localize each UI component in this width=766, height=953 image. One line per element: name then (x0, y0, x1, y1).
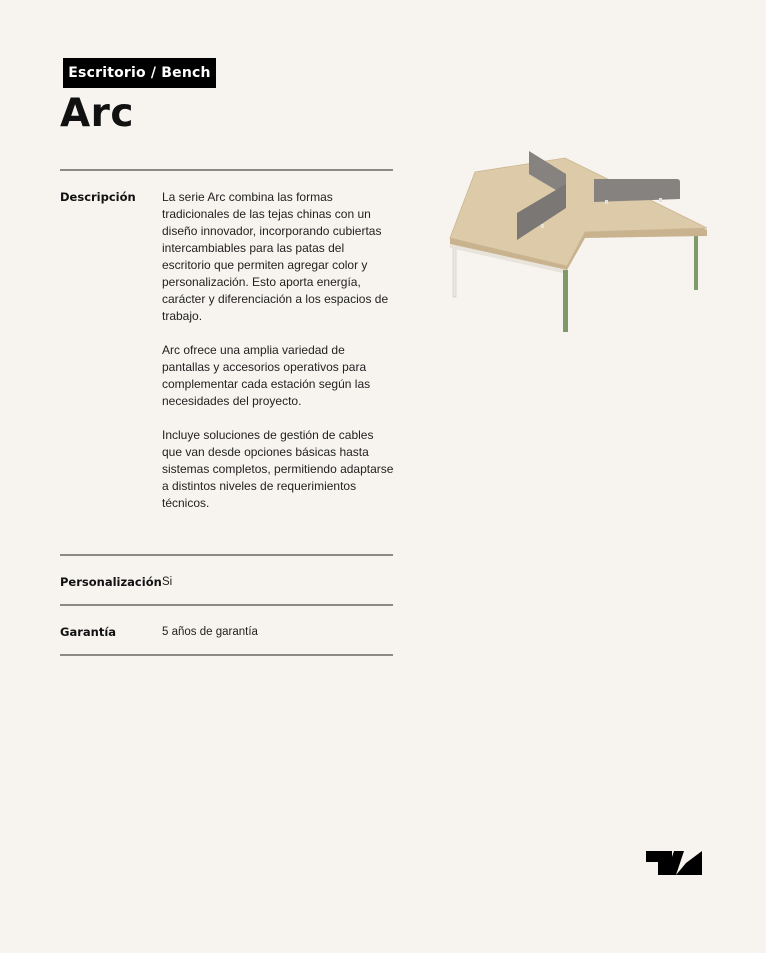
spec-value-personalization: Si (162, 576, 173, 588)
description-paragraph: Incluye soluciones de gestión de cables que van desde opciones básicas hasta sistemas completos, permitiendo adaptarse a distintos niveles de requerimientos técnicos. (162, 428, 394, 510)
page-title: Arc (60, 91, 135, 136)
divider (60, 554, 393, 556)
desk-leg (563, 270, 568, 332)
description-paragraph: La serie Arc combina las formas tradicionales de las tejas chinas con un diseño innovador, incorporando cubiertas intercambiables para las patas del escritorio que permiten agregar color y personalización. Esto aporta energía, carácter y diferenciación a los espacios de trabajo. (162, 190, 389, 323)
description-label: Descripción (60, 190, 136, 204)
desk-leg (453, 243, 456, 297)
divider (60, 604, 393, 606)
spec-label-personalization: Personalización (60, 575, 162, 589)
screen-clip (541, 224, 544, 228)
description-paragraph: Arc ofrece una amplia variedad de pantallas y accesorios operativos para complementar cada estación según las necesidades del proyecto. (162, 343, 371, 408)
spec-label-warranty: Garantía (60, 625, 117, 639)
desk-product-image (445, 148, 715, 338)
desk-leg (694, 232, 698, 290)
divider (60, 169, 393, 171)
divider (60, 654, 393, 656)
screen-clip (605, 200, 608, 204)
description-text (162, 189, 394, 529)
screen-clip (659, 198, 662, 202)
category-tag: Escritorio / Bench (63, 58, 216, 88)
brand-logo-icon (646, 850, 702, 876)
spec-value-warranty: 5 años de garantía (162, 626, 258, 638)
desk-screen (594, 179, 680, 202)
